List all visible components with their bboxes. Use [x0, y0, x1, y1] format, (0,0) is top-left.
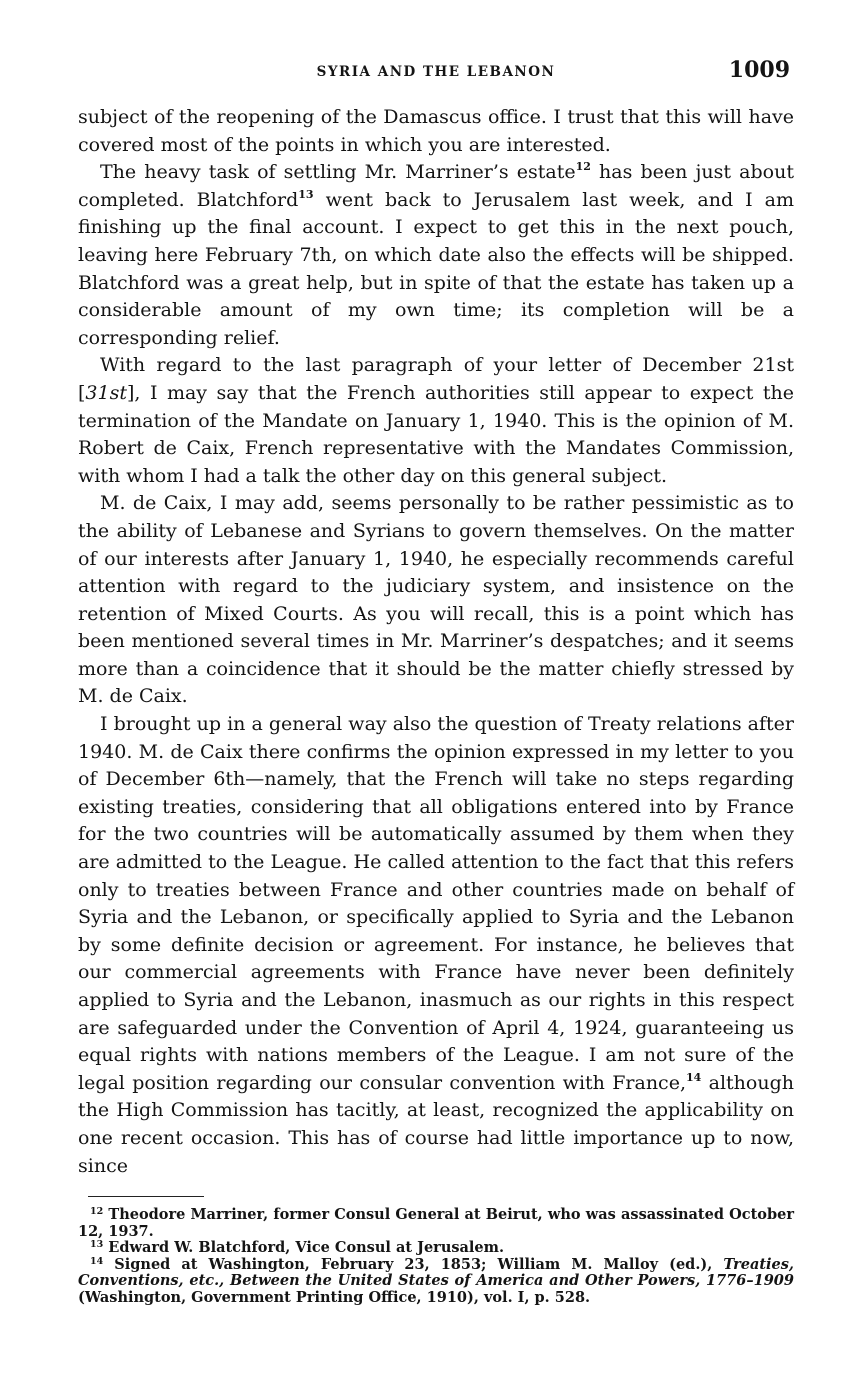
text-run: although the High Commission has tacitly, at least, recognized the applicability on one recent occasion. This has of course had little importance up to now, since — [78, 1071, 794, 1177]
page-header — [78, 52, 794, 90]
text-run: has been just about completed. Blatchford — [78, 161, 794, 211]
body-text — [78, 104, 794, 1180]
footnote — [78, 1207, 794, 1240]
italic-text: 31st — [85, 381, 127, 404]
text-run: I brought up in a general way also the question of Treaty relations after 1940. M. de Caix there confirms the opinion expressed in my letter to you of December 6th—namely, that the French will take no steps regarding existing treaties, considering that all obligations entered into by France for the two countries will be automatically assumed by them when they are admitted to the League. He called attention to the fact that this refers only to treaties between France and other countries made on behalf of Syria and the Lebanon, or specifically applied to Syria and the Lebanon by some definite decision or agreement. For instance, he believes that our commercial agreements with France have never been definitely applied to Syria and the Lebanon, inasmuch as our rights in this respect are safeguarded under the Convention of April 4, 1924, guaranteeing us equal rights with nations members of the League. I am not sure of the legal position regarding our consular convention with France, — [78, 713, 794, 1094]
text-run: subject of the reopening of the Damascus office. I trust that this will have covered most of the points in which you are interested. — [78, 106, 794, 156]
footnote — [78, 1240, 794, 1257]
text-run: The heavy task of settling Mr. Marriner’s estate — [100, 161, 576, 184]
footnote-ref: 12 — [575, 160, 591, 174]
italic-text: Treaties, Conventions, etc., Between the United States of America and Other Powers, 1776–1909 — [78, 1255, 794, 1290]
page-number: 1009 — [728, 57, 790, 83]
footnotes — [78, 1207, 794, 1306]
paragraph — [78, 159, 794, 352]
running-title: SYRIA AND THE LEBANON — [316, 64, 556, 80]
footnote-number: 14 — [90, 1255, 104, 1267]
text-run: With regard to the last paragraph of your letter of December 21st [ — [78, 354, 794, 404]
text-run: ], I may say that the French authorities still appear to expect the termination of the Mandate on January 1, 1940. This is the opinion of M. Robert de Caix, French representative with the Mandates Commission, with whom I had a talk the other day on this general subject. — [78, 381, 794, 487]
footnote-ref: 14 — [685, 1070, 702, 1084]
paragraph — [78, 104, 794, 159]
paragraph — [78, 711, 794, 1180]
paragraph — [78, 352, 794, 490]
footnote — [78, 1257, 794, 1307]
text-run: Edward W. Blatchford, Vice Consul at Jerusalem. — [108, 1239, 505, 1257]
paragraph — [78, 490, 794, 711]
footnote-number: 13 — [90, 1239, 104, 1251]
footnote-number: 12 — [90, 1206, 104, 1218]
text-run: went back to Jerusalem last week, and I am finishing up the final account. I expect to get this in the next pouch, leaving here February 7th, on which date also the effects will be shipped. Blatchford was a great help, but in spite of that the estate has taken up a considerable amount of my own time; its completion will be a corresponding relief. — [78, 188, 794, 349]
text-run: Signed at Washington, February 23, 1853; William M. Malloy (ed.), — [114, 1255, 724, 1273]
text-run: (Washington, Government Printing Office, 1910), vol. I, p. 528. — [78, 1288, 591, 1306]
footnote-ref: 13 — [298, 187, 314, 201]
text-run: Theodore Marriner, former Consul General at Beirut, who was assassinated October 12, 1937. — [78, 1206, 794, 1240]
footnote-divider — [88, 1196, 204, 1197]
document-page — [78, 52, 794, 1306]
text-run: M. de Caix, I may add, seems personally to be rather pessimistic as to the ability of Lebanese and Syrians to govern themselves. On the matter of our interests after January 1, 1940, he especially recommends careful attention with regard to the judiciary system, and insistence on the retention of Mixed Courts. As you will recall, this is a point which has been mentioned several times in Mr. Marriner’s despatches; and it seems more than a coincidence that it should be the matter chiefly stressed by M. de Caix. — [78, 492, 794, 708]
